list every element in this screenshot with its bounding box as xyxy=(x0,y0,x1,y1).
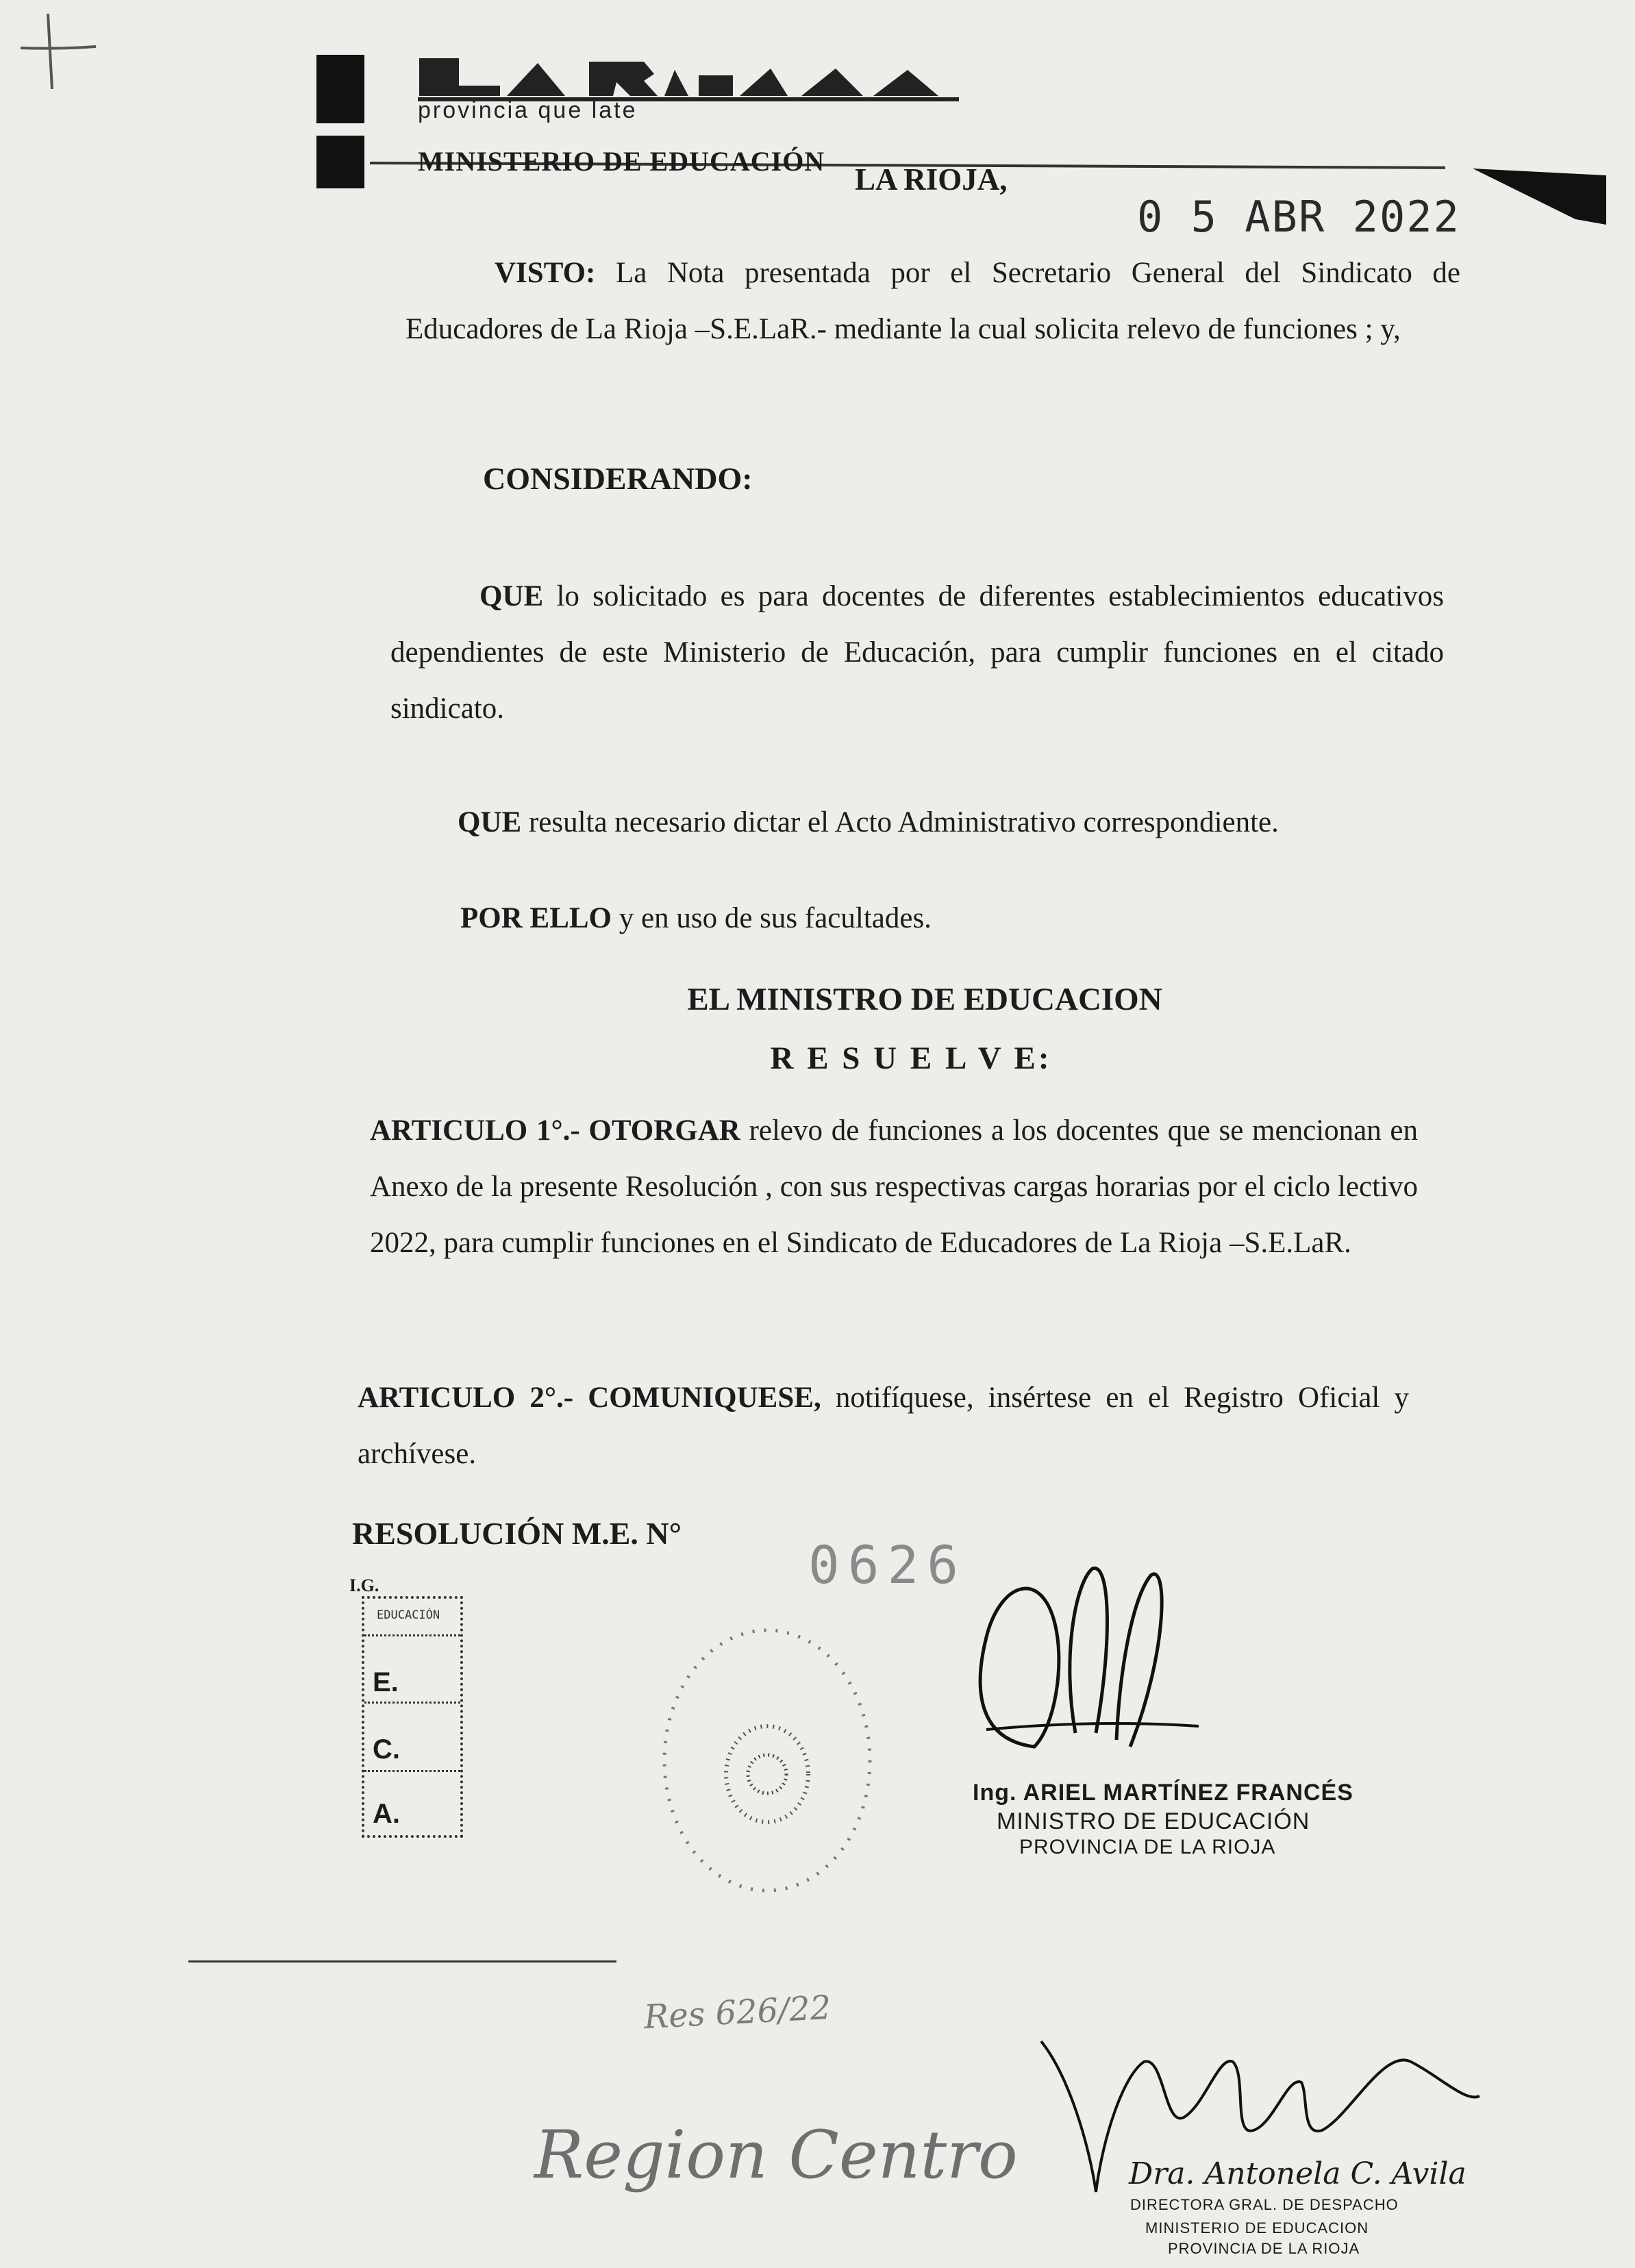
resolution-number-label: RESOLUCIÓN M.E. N° xyxy=(352,1516,682,1551)
control-row-c: C. xyxy=(373,1734,400,1765)
que2-text: resulta necesario dictar el Acto Administrativo correspondiente. xyxy=(528,806,1279,838)
control-box-header: EDUCACIÓN xyxy=(377,1608,440,1622)
visto-label: VISTO: xyxy=(495,257,596,289)
por-ello-paragraph xyxy=(460,890,1419,947)
considerando-heading: CONSIDERANDO: xyxy=(483,461,753,496)
article-1-paragraph xyxy=(370,1103,1418,1271)
minister-signature xyxy=(973,1555,1212,1760)
director-name: Dra. Antonela C. Avila xyxy=(1129,2156,1466,2191)
director-province: PROVINCIA DE LA RIOJA xyxy=(1168,2240,1360,2257)
minister-province: PROVINCIA DE LA RIOJA xyxy=(1019,1836,1276,1858)
control-row-a: A. xyxy=(373,1799,400,1829)
article-2-paragraph xyxy=(358,1370,1409,1482)
resolution-number-stamp: 0626 xyxy=(808,1534,967,1595)
resuelve-heading: R E S U E L V E: xyxy=(770,1040,1052,1076)
control-row-e: E. xyxy=(373,1667,399,1697)
article-2-text: notifíquese, insértese en el Registro Oficial y archívese. xyxy=(358,1382,1410,1470)
minister-title: MINISTRO DE EDUCACIÓN xyxy=(997,1808,1310,1834)
director-title: DIRECTORA GRAL. DE DESPACHO xyxy=(1130,2196,1399,2213)
que1-text: lo solicitado es para docentes de diferentes establecimientos educativos dependientes de este Ministerio de Educación, para cumplir funciones en el citado sindicato. xyxy=(390,580,1445,725)
letterhead-bar xyxy=(316,55,364,188)
control-initials: I.G. xyxy=(349,1575,379,1595)
footer-rule xyxy=(188,1960,616,1962)
article-1-text: relevo de funciones a los docentes que se mencionan en Anexo de la presente Resolución , con sus respectivas cargas horarias por el ciclo lectivo 2022, para cumplir funciones en el Sindicato de Educadores de La Rioja –S.E.LaR. xyxy=(370,1114,1418,1259)
control-stamp-box xyxy=(362,1596,463,1838)
minister-name: Ing. ARIEL MARTÍNEZ FRANCÉS xyxy=(973,1780,1353,1806)
que1-label: QUE xyxy=(479,580,544,612)
letterhead-wedge xyxy=(1473,164,1606,225)
city-name: LA RIOJA, xyxy=(855,162,1008,197)
corner-cross-mark xyxy=(7,7,103,96)
article-2-label: ARTICULO 2°.- COMUNIQUESE, xyxy=(358,1382,821,1414)
article-1-label: ARTICULO 1°.- OTORGAR xyxy=(370,1114,740,1147)
date-stamp: 0 5 ABR 2022 xyxy=(1137,192,1460,242)
que2-label: QUE xyxy=(458,806,522,838)
por-ello-label: POR ELLO xyxy=(460,902,612,934)
handwritten-region-note: Region Centro xyxy=(534,2117,1018,2193)
que2-paragraph xyxy=(458,795,1471,851)
letterhead-tagline: provincia que late xyxy=(418,97,638,123)
por-ello-text: y en uso de sus facultades. xyxy=(619,902,932,934)
official-seal xyxy=(658,1617,877,1904)
director-ministry: MINISTERIO DE EDUCACION xyxy=(1145,2219,1369,2236)
que1-paragraph xyxy=(390,569,1444,737)
handwritten-res-note: Res 626/22 xyxy=(642,1988,832,2037)
visto-paragraph xyxy=(405,245,1460,358)
ministry-name: MINISTERIO DE EDUCACIÓN xyxy=(418,146,825,177)
visto-text: La Nota presentada por el Secretario General del Sindicato de Educadores de La Rioja –S.E.LaR.- mediante la cual solicita relevo de funciones ; y, xyxy=(405,257,1460,345)
authority-heading: EL MINISTRO DE EDUCACION xyxy=(687,982,1162,1017)
